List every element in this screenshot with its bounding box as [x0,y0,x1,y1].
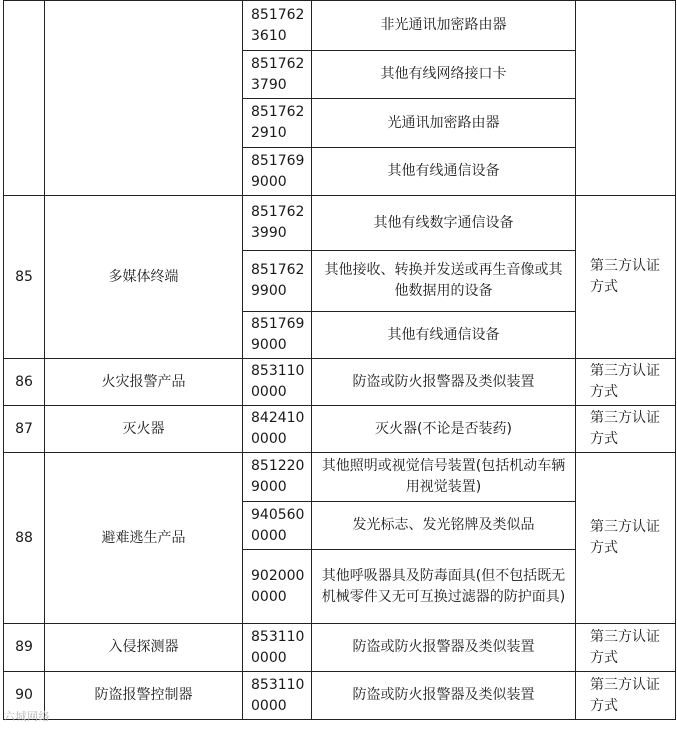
goods-description: 发光标志、发光铭牌及类似品 [312,502,576,550]
item-number: 87 [4,406,45,453]
item-number [4,1,45,196]
table-row [4,359,676,406]
item-number: 85 [4,196,45,359]
item-number: 90 [4,672,45,720]
table-row [4,453,676,502]
goods-description: 其他有线数字通信设备 [312,196,576,251]
product-name: 防盗报警控制器 [45,672,243,720]
goods-description: 灭火器(不论是否装药) [312,406,576,453]
goods-description: 其他接收、转换并发送或再生音像或其他数据用的设备 [312,251,576,312]
hs-code: 853110 0000 [243,624,312,672]
product-name: 火灾报警产品 [45,359,243,406]
product-name: 灭火器 [45,406,243,453]
certification-method: 第三方认证方式 [576,359,676,406]
hs-code: 851220 9000 [243,453,312,502]
hs-code: 851762 2910 [243,99,312,148]
certification-method: 第三方认证方式 [576,453,676,624]
goods-description: 其他有线通信设备 [312,148,576,196]
certification-method: 第三方认证方式 [576,672,676,720]
hs-code: 902000 0000 [243,550,312,624]
goods-description: 防盗或防火报警器及类似装置 [312,359,576,406]
item-number: 88 [4,453,45,624]
product-name [45,1,243,196]
table-row [4,406,676,453]
hs-code: 853110 0000 [243,359,312,406]
table-row [4,1,676,51]
watermark-logo: 六城网络 [4,710,50,723]
hs-code: 842410 0000 [243,406,312,453]
hs-code: 851762 3790 [243,51,312,99]
goods-description: 其他呼吸器具及防毒面具(但不包括既无机械零件又无可互换过滤器的防护面具) [312,550,576,624]
goods-description: 其他照明或视觉信号装置(包括机动车辆用视觉装置) [312,453,576,502]
certification-method: 第三方认证方式 [576,196,676,359]
hs-code: 851762 3990 [243,196,312,251]
table-row [4,672,676,720]
goods-description: 其他有线通信设备 [312,312,576,359]
item-number: 89 [4,624,45,672]
product-name: 避难逃生产品 [45,453,243,624]
hs-code: 851762 3610 [243,1,312,51]
goods-description: 非光通讯加密路由器 [312,1,576,51]
hs-code: 851769 9000 [243,148,312,196]
hs-code: 940560 0000 [243,502,312,550]
hs-code: 853110 0000 [243,672,312,720]
goods-description: 其他有线网络接口卡 [312,51,576,99]
product-table [3,0,676,720]
certification-method [576,1,676,196]
certification-method: 第三方认证方式 [576,406,676,453]
product-name: 多媒体终端 [45,196,243,359]
product-name: 入侵探测器 [45,624,243,672]
table-row [4,196,676,251]
goods-description: 防盗或防火报警器及类似装置 [312,624,576,672]
item-number: 86 [4,359,45,406]
hs-code: 851769 9000 [243,312,312,359]
table-row [4,624,676,672]
hs-code: 851762 9900 [243,251,312,312]
goods-description: 光通讯加密路由器 [312,99,576,148]
certification-method: 第三方认证方式 [576,624,676,672]
goods-description: 防盗或防火报警器及类似装置 [312,672,576,720]
